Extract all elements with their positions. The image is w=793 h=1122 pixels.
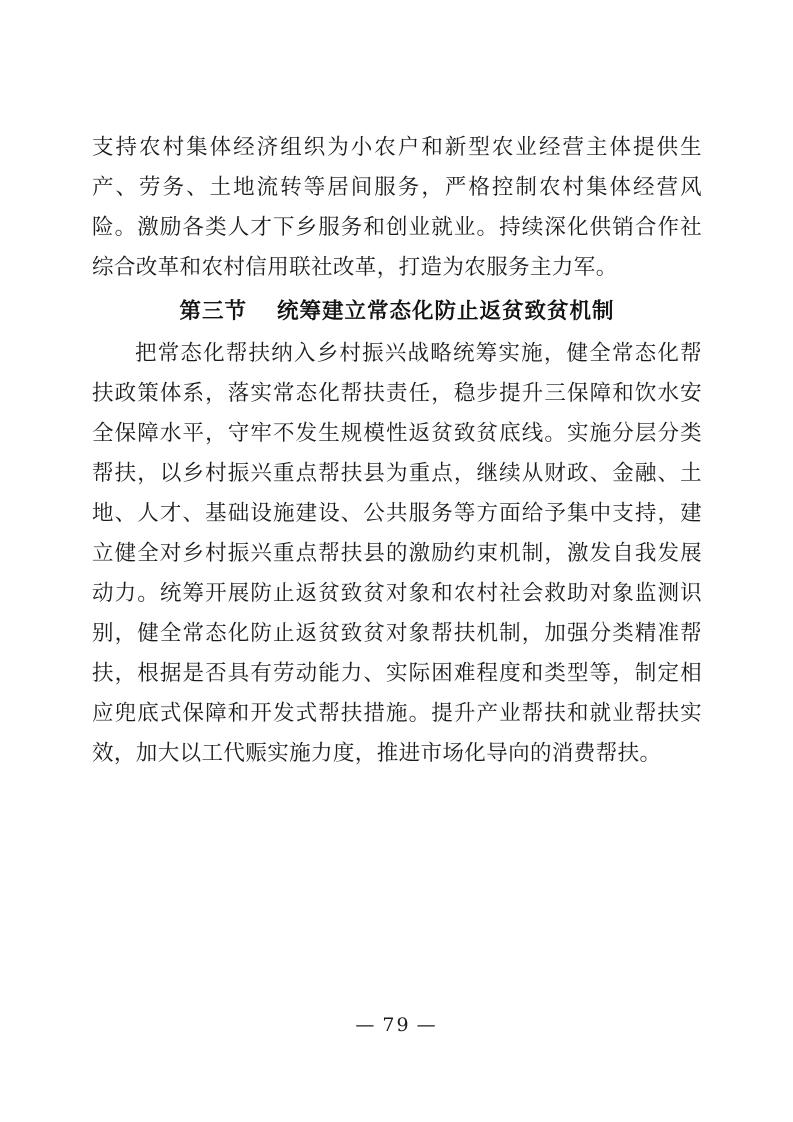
section-number: 第三节 [179,299,247,324]
footer-left-dash: — [355,1014,377,1036]
page-content [92,128,702,774]
section-title: 统筹建立常态化防止返贫致贫机制 [277,299,615,324]
body-paragraph-1: 支持农村集体经济组织为小农户和新型农业经营主体提供生产、劳务、土地流转等居间服务，严格控制农村集体经营风险。激励各类人才下乡服务和创业就业。持续深化供销合作社综合改革和农村信用联社改革，打造为农服务主力军。 [92,135,702,280]
body-paragraph-2: 把常态化帮扶纳入乡村振兴战略统筹实施，健全常态化帮扶政策体系，落实常态化帮扶责任，稳步提升三保障和饮水安全保障水平，守牢不发生规模性返贫致贫底线。实施分层分类帮扶，以乡村振兴重点帮扶县为重点，继续从财政、金融、土地、人才、基础设施建设、公共服务等方面给予集中支持，建立健全对乡村振兴重点帮扶县的激励约束机制，激发自我发展动力。统筹开展防止返贫致贫对象和农村社会救助对象监测识别，健全常态化防止返贫致贫对象帮扶机制，加强分类精准帮扶，根据是否具有劳动能力、实际困难程度和类型等，制定相应兜底式保障和开发式帮扶措施。提升产业帮扶和就业帮扶实效，加大以工代赈实施力度，推进市场化导向的消费帮扶。 [92,341,702,766]
section-heading [92,292,702,332]
page-number: 79 [382,1014,411,1036]
footer-right-dash: — [416,1014,438,1036]
page-footer [0,1014,793,1036]
